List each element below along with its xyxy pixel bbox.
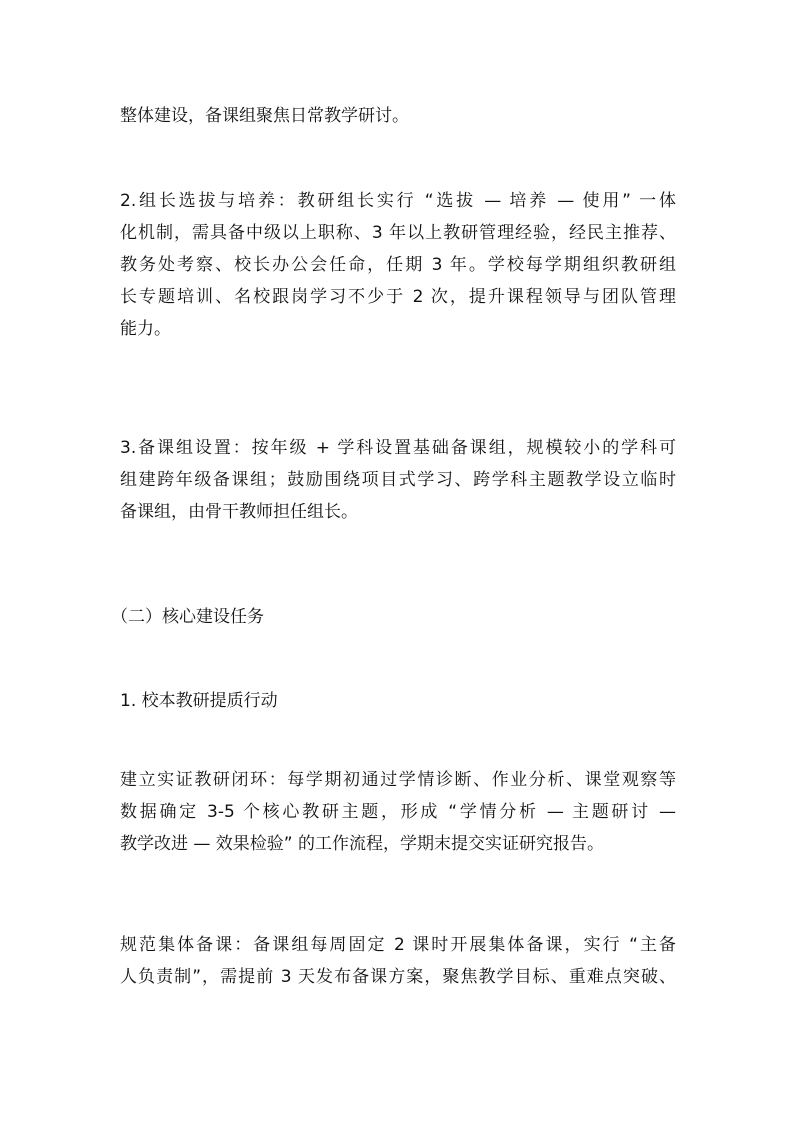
paragraph-line: 备课组，由骨干教师担任组长。: [120, 502, 358, 522]
paragraph-line: 组建跨年级备课组；鼓励围绕项目式学习、跨学科主题教学设立临时: [120, 470, 676, 490]
paragraph-line: 3.备课组设置：按年级 + 学科设置基础备课组，规模较小的学科可: [120, 438, 676, 458]
paragraph-line: 规范集体备课：备课组每周固定 2 课时开展集体备课，实行 “主备: [120, 935, 676, 955]
paragraph-collective-prep: [120, 929, 676, 993]
paragraph-prep-group-setup: [120, 432, 676, 528]
paragraph-line: 人负责制”，需提前 3 天发布备课方案，聚焦教学目标、重难点突破、: [120, 967, 676, 987]
paragraph-line: 建立实证教研闭环：每学期初通过学情诊断、作业分析、课堂观察等: [120, 770, 676, 790]
paragraph-line: 能力。: [120, 319, 171, 339]
paragraph-line: 化机制，需具备中级以上职称、3 年以上教研管理经验，经民主推荐、: [120, 223, 676, 243]
paragraph-evidence-research: [120, 764, 676, 860]
paragraph-line: 2.组长选拔与培养：教研组长实行 “选拔 — 培养 — 使用” 一体: [120, 191, 676, 211]
paragraph-line: 数据确定 3-5 个核心教研主题，形成 “学情分析 — 主题研讨 —: [120, 802, 676, 822]
paragraph-line: 整体建设，备课组聚焦日常教学研讨。: [120, 106, 409, 126]
sub-heading: 1. 校本教研提质行动: [120, 691, 278, 711]
paragraph-line: 教务处考察、校长办公会任命，任期 3 年。学校每学期组织教研组: [120, 255, 676, 275]
paragraph-line: 长专题培训、名校跟岗学习不少于 2 次，提升课程领导与团队管理: [120, 287, 676, 307]
paragraph-line: 教学改进 — 效果检验” 的工作流程，学期末提交实证研究报告。: [120, 834, 605, 854]
section-heading: （二）核心建设任务: [111, 607, 264, 627]
paragraph-leader-selection: [120, 185, 676, 345]
paragraph-intro: [120, 100, 676, 132]
